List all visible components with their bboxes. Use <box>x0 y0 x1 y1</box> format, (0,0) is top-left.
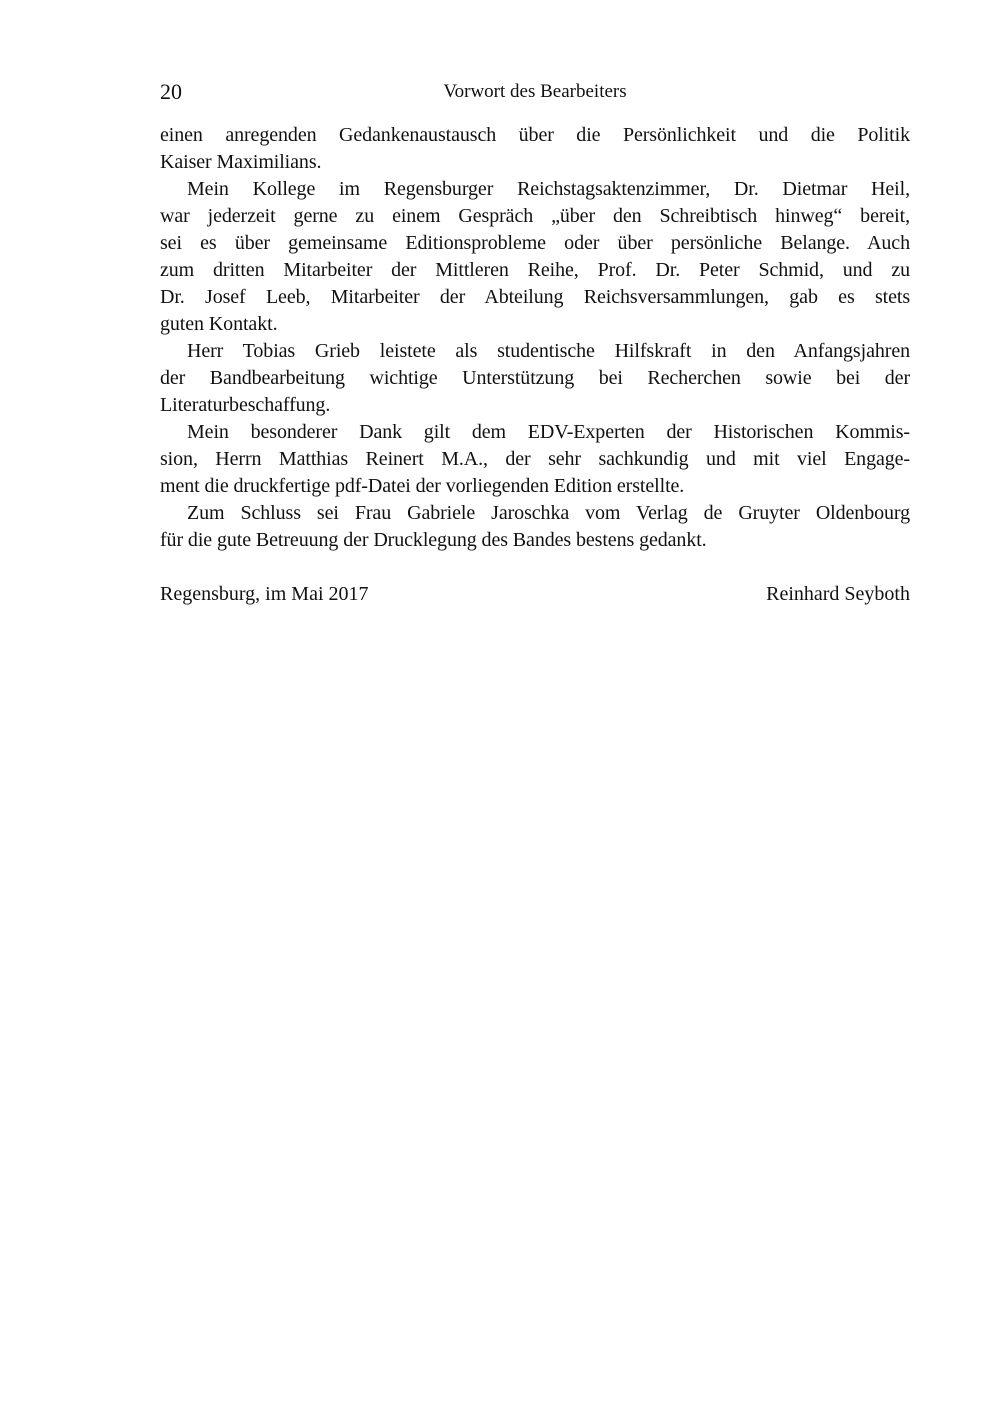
running-header <box>160 80 910 104</box>
text-line: Kaiser Maximilians. <box>160 151 322 173</box>
text-line: Mein Kollege im Regensburger Reichstagsaktenzimmer, Dr. Dietmar Heil, <box>187 178 910 200</box>
signature-row <box>160 581 910 608</box>
text-line: ment die druckfertige pdf-Datei der vorliegenden Edition erstellte. <box>160 475 685 497</box>
text-line: für die gute Betreuung der Drucklegung des Bandes bestens gedankt. <box>160 529 707 551</box>
text-line: Literaturbeschaffung. <box>160 394 331 416</box>
signature-author: Reinhard Seyboth <box>766 583 910 605</box>
text-line: einen anregenden Gedankenaustausch über die Persönlichkeit und die Politik <box>160 124 910 146</box>
text-line: Herr Tobias Grieb leistete als studentische Hilfskraft in den Anfangsjahren <box>187 340 910 362</box>
signature-place-date: Regensburg, im Mai 2017 <box>160 583 369 605</box>
running-title: Vorwort des Bearbeiters <box>443 81 627 102</box>
text-column <box>160 80 910 608</box>
text-line: Mein besonderer Dank gilt dem EDV-Experten der Historischen Kommis- <box>187 421 910 443</box>
text-line: sion, Herrn Matthias Reinert M.A., der sehr sachkundig und mit viel Engage- <box>160 448 910 470</box>
page-number: 20 <box>160 79 182 104</box>
paragraph <box>160 419 910 500</box>
text-line: zum dritten Mitarbeiter der Mittleren Reihe, Prof. Dr. Peter Schmid, und zu <box>160 259 910 281</box>
paragraph <box>160 500 910 554</box>
text-line: guten Kontakt. <box>160 313 278 335</box>
text-line: sei es über gemeinsame Editionsprobleme oder über persönliche Belange. Auch <box>160 232 910 254</box>
paragraph <box>160 338 910 419</box>
paragraph <box>160 176 910 338</box>
text-line: Zum Schluss sei Frau Gabriele Jaroschka vom Verlag de Gruyter Oldenbourg <box>187 502 910 524</box>
text-line: Dr. Josef Leeb, Mitarbeiter der Abteilung Reichsversammlungen, gab es stets <box>160 286 910 308</box>
body-text <box>160 122 910 554</box>
text-line: war jederzeit gerne zu einem Gespräch „über den Schreibtisch hinweg“ bereit, <box>160 205 910 227</box>
text-line: der Bandbearbeitung wichtige Unterstützung bei Recherchen sowie bei der <box>160 367 910 389</box>
paragraph <box>160 122 910 176</box>
